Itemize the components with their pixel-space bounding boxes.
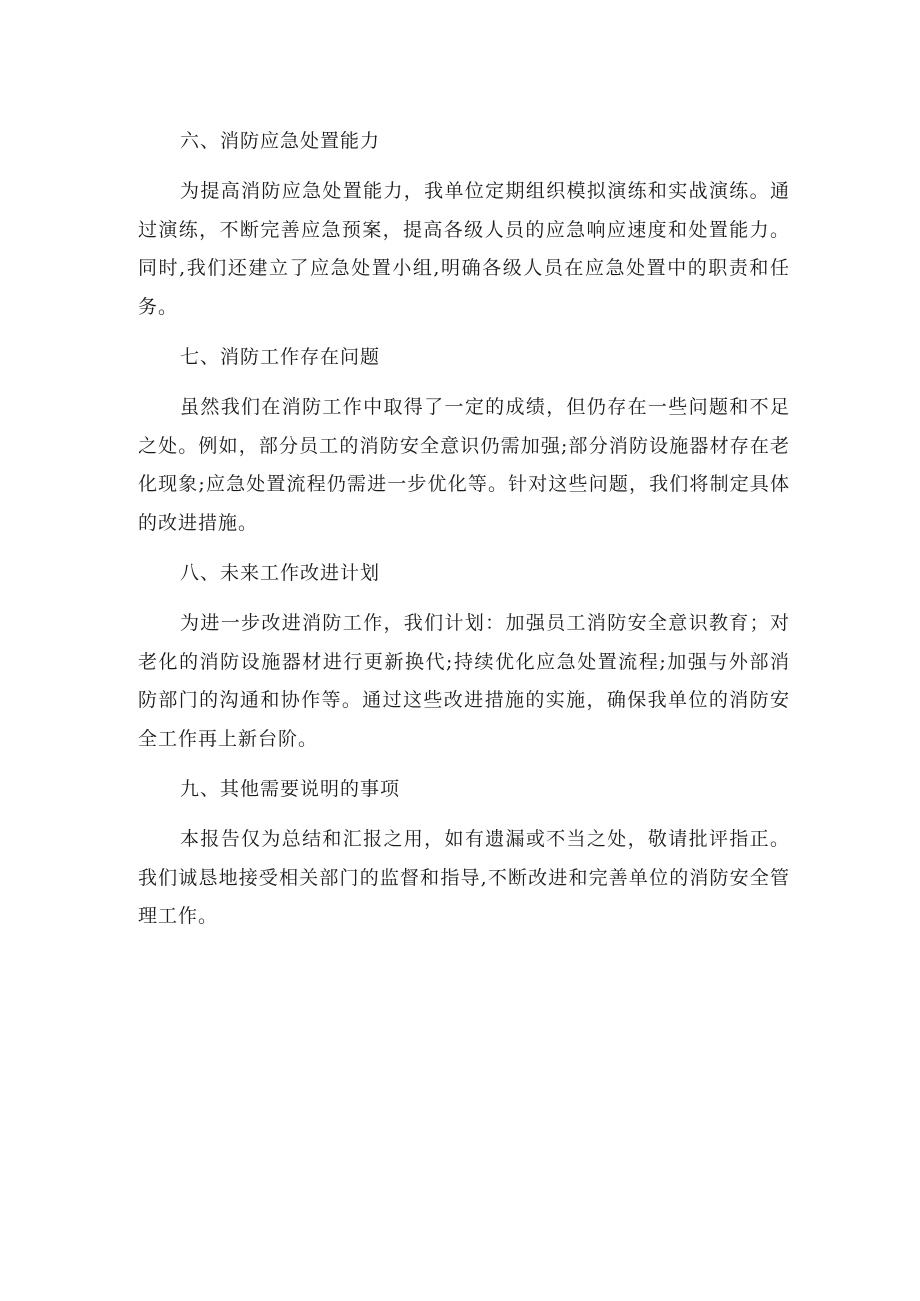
section-paragraph: 为提高消防应急处置能力，我单位定期组织模拟演练和实战演练。通过演练，不断完善应急预案，提高各级人员的应急响应速度和处置能力。同时,我们还建立了应急处置小组,明确各级人员在应急处置中的职责和任务。 xyxy=(138,180,790,318)
section-existing-problems xyxy=(138,338,790,542)
section-other-matters xyxy=(138,770,790,936)
section-heading: 八、未来工作改进计划 xyxy=(180,562,381,584)
section-heading: 七、消防工作存在问题 xyxy=(180,346,381,368)
section-paragraph: 为进一步改进消防工作，我们计划：加强员工消防安全意识教育；对老化的消防设施器材进行更新换代;持续优化应急处置流程;加强与外部消防部门的沟通和协作等。通过这些改进措施的实施，确保我单位的消防安全工作再上新台阶。 xyxy=(138,612,790,750)
section-heading: 九、其他需要说明的事项 xyxy=(180,778,401,800)
section-improvement-plan xyxy=(138,554,790,758)
section-paragraph: 本报告仅为总结和汇报之用，如有遗漏或不当之处，敬请批评指正。我们诚恳地接受相关部门的监督和指导,不断改进和完善单位的消防安全管理工作。 xyxy=(138,828,790,927)
section-heading: 六、消防应急处置能力 xyxy=(180,130,381,152)
section-emergency-response xyxy=(138,122,790,326)
document-page xyxy=(138,122,790,948)
section-paragraph: 虽然我们在消防工作中取得了一定的成绩，但仍存在一些问题和不足之处。例如，部分员工的消防安全意识仍需加强;部分消防设施器材存在老化现象;应急处置流程仍需进一步优化等。针对这些问题，我们将制定具体的改进措施。 xyxy=(138,396,790,534)
